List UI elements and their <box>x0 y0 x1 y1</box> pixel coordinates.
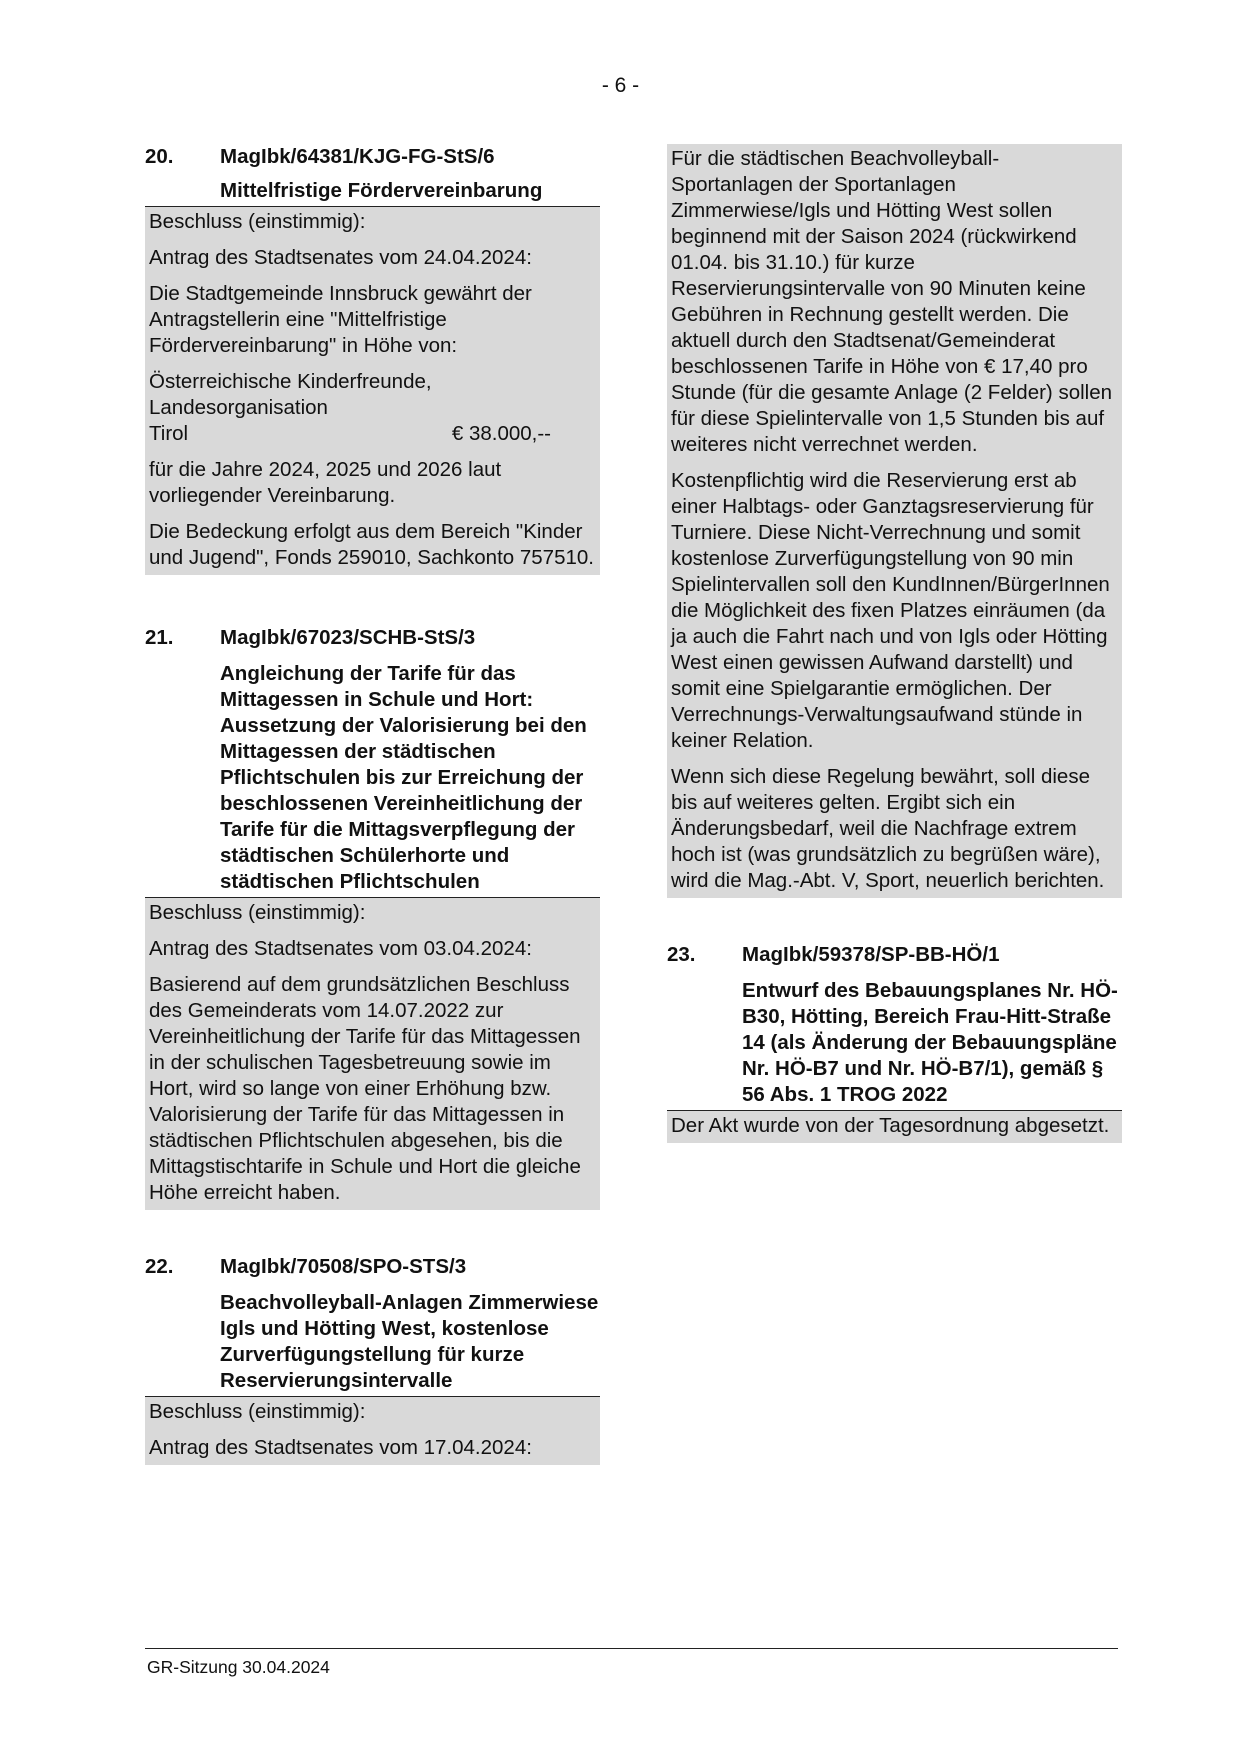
item-23-code: MagIbk/59378/SP-BB-HÖ/1 <box>742 943 1000 966</box>
agenda-item-21 <box>145 625 600 1210</box>
item-20-antrag: Antrag des Stadtsenates vom 24.04.2024: <box>149 246 532 269</box>
item-22-antrag: Antrag des Stadtsenates vom 17.04.2024: <box>149 1436 532 1459</box>
footer-session-label: GR-Sitzung 30.04.2024 <box>147 1657 330 1677</box>
item-20-recipient-line1: Österreichische Kinderfreunde, Landesorganisation <box>149 370 432 419</box>
item-22-resolution-start <box>145 1397 600 1465</box>
item-21-title: Angleichung der Tarife für das Mittagessen in Schule und Hort: Aussetzung der Valorisierung bei den Mittagessen der städtischen Pflichtschulen bis zur Erreichung der beschlossenen Vereinheitlichung der Tarife für die Mittagsverpflegung der städtischen Schülerhorte und städtischen Pflichtschulen <box>220 662 587 893</box>
item-20-amount: € 38.000,-- <box>451 422 551 445</box>
item-23-number: 23. <box>667 943 696 966</box>
item-23-header <box>667 942 1122 1111</box>
right-column <box>667 144 1122 1143</box>
item-20-text-1: Die Stadtgemeinde Innsbruck gewährt der Antragstellerin eine "Mittelfristige Fördervereinbarung" in Höhe von: <box>149 282 532 357</box>
item-21-resolution <box>145 898 600 1210</box>
item-22-beschluss: Beschluss (einstimmig): <box>149 1400 366 1423</box>
item-22-resolution-continued <box>667 144 1122 898</box>
left-column <box>145 144 600 1465</box>
item-20-recipient <box>149 369 596 447</box>
item-20-beschluss: Beschluss (einstimmig): <box>149 210 366 233</box>
item-21-code: MagIbk/67023/SCHB-StS/3 <box>220 626 476 649</box>
item-22-title: Beachvolleyball-Anlagen Zimmerwiese Igls und Hötting West, kostenlose Zurverfügungstellung für kurze Reservierungsintervalle <box>220 1291 599 1392</box>
item-22-header <box>145 1254 600 1397</box>
item-22-number: 22. <box>145 1255 174 1278</box>
item-22-text-1: Für die städtischen Beachvolleyball-Sportanlagen der Sportanlagen Zimmerwiese/Igls und Hötting West sollen beginnend mit der Saison 2024 (rückwirkend 01.04. bis 31.10.) für kurze Reservierungsintervalle von 90 Minuten keine Gebühren in Rechnung gestellt werden. Die aktuell durch den Stadtsenat/Gemeinderat beschlossenen Tarife in Höhe von € 17,40 pro Stunde (für die gesamte Anlage (2 Felder) sollen für diese Spielintervalle von 1,5 Stunden bis auf weiteres nicht verrechnet werden. <box>671 147 1113 456</box>
footer-rule <box>145 1648 1118 1649</box>
item-20-recipient-line2: Tirol <box>149 422 189 445</box>
item-22-text-3: Wenn sich diese Regelung bewährt, soll diese bis auf weiteres gelten. Ergibt sich ein Änderungsbedarf, weil die Nachfrage extrem hoch ist (was grundsätzlich zu begrüßen wäre), wird die Mag.-Abt. V, Sport, neuerlich berichten. <box>671 765 1105 892</box>
item-22-text-2: Kostenpflichtig wird die Reservierung erst ab einer Halbtags- oder Ganztagsreservierung für Turniere. Diese Nicht-Verrechnung und somit kostenlose Zurverfügungstellung von 90 min Spielintervallen soll den KundInnen/BürgerInnen die Möglichkeit des fixen Platzes einräumen (da ja auch die Fahrt nach und von Igls oder Hötting West einen gewissen Aufwand darstellt) und somit eine Spielgarantie ermöglichen. Der Verrechnungs-Verwaltungsaufwand stünde in keiner Relation. <box>671 469 1110 752</box>
item-20-text-3: Die Bedeckung erfolgt aus dem Bereich "Kinder und Jugend", Fonds 259010, Sachkonto 757510. <box>149 520 594 569</box>
item-21-header <box>145 625 600 898</box>
item-20-text-2: für die Jahre 2024, 2025 und 2026 laut vorliegender Vereinbarung. <box>149 458 502 507</box>
page-number: - 6 - <box>601 74 640 97</box>
item-20-title: Mittelfristige Fördervereinbarung <box>220 179 543 202</box>
item-22-code: MagIbk/70508/SPO-STS/3 <box>220 1255 467 1278</box>
item-20-code: MagIbk/64381/KJG-FG-StS/6 <box>220 145 495 168</box>
item-21-antrag: Antrag des Stadtsenates vom 03.04.2024: <box>149 937 532 960</box>
item-20-resolution <box>145 207 600 575</box>
item-23-resolution <box>667 1111 1122 1143</box>
item-20-header <box>145 144 600 207</box>
item-23-text-1: Der Akt wurde von der Tagesordnung abgesetzt. <box>671 1114 1110 1137</box>
item-21-text-1: Basierend auf dem grundsätzlichen Beschluss des Gemeinderats vom 14.07.2022 zur Vereinheitlichung der Tarife für das Mittagessen in der schulischen Tagesbetreuung sowie im Hort, wird so lange von einer Erhöhung bzw. Valorisierung der Tarife für das Mittagessen in städtischen Pflichtschulen abgesehen, bis die Mittagstischtarife in Schule und Hort die gleiche Höhe erreicht haben. <box>149 973 581 1204</box>
item-21-beschluss: Beschluss (einstimmig): <box>149 901 366 924</box>
item-21-number: 21. <box>145 626 174 649</box>
item-20-number: 20. <box>145 145 174 168</box>
agenda-item-23 <box>667 942 1122 1143</box>
item-23-title: Entwurf des Bebauungsplanes Nr. HÖ-B30, Hötting, Bereich Frau-Hitt-Straße 14 (als Änderung der Bebauungspläne Nr. HÖ-B7 und Nr. HÖ-B7/1), gemäß § 56 Abs. 1 TROG 2022 <box>742 979 1118 1106</box>
agenda-item-20 <box>145 144 600 575</box>
agenda-item-22 <box>145 1254 600 1465</box>
